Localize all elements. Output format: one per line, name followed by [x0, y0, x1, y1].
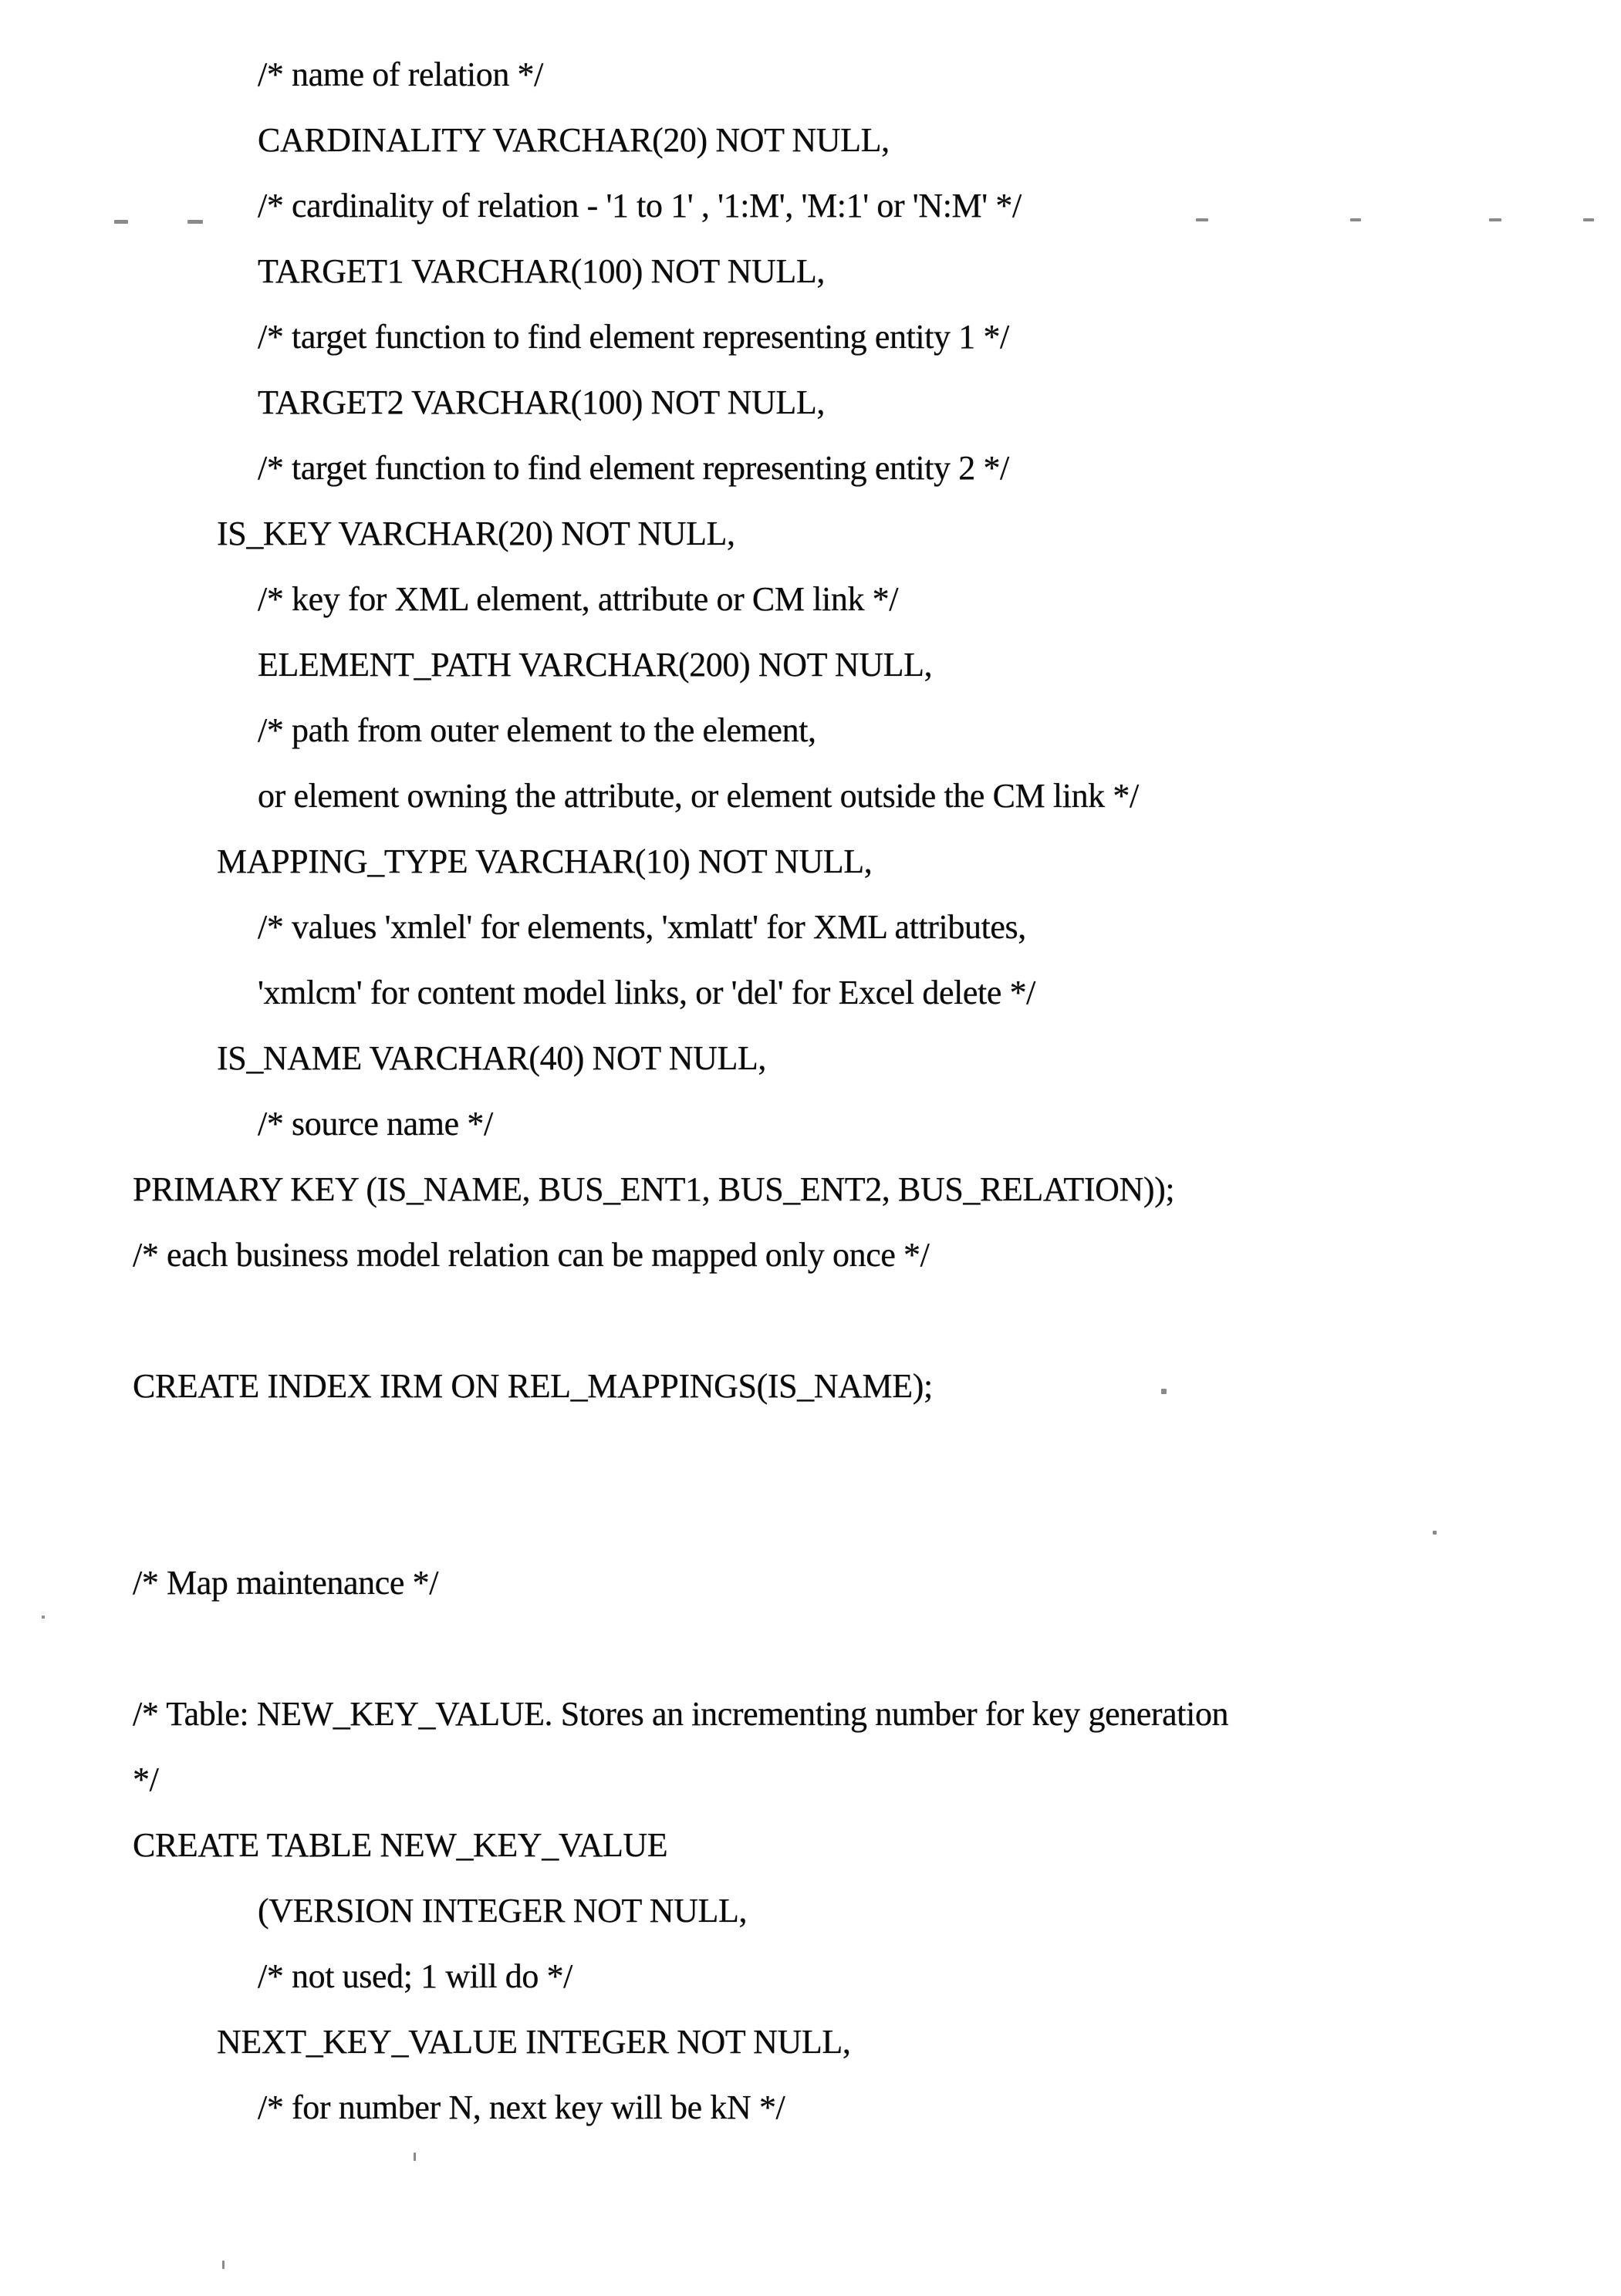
scan-speck	[42, 1616, 45, 1619]
code-line: /* key for XML element, attribute or CM link */	[258, 580, 899, 618]
scan-speck	[1583, 218, 1594, 221]
scan-speck	[1489, 218, 1501, 221]
code-line: TARGET2 VARCHAR(100) NOT NULL,	[258, 383, 825, 421]
code-line: 'xmlcm' for content model links, or 'del' for Excel delete */	[258, 974, 1036, 1011]
code-line: or element owning the attribute, or element outside the CM link */	[258, 777, 1139, 815]
code-line: /* path from outer element to the element,	[258, 711, 816, 749]
code-line: PRIMARY KEY (IS_NAME, BUS_ENT1, BUS_ENT2, BUS_RELATION));	[133, 1170, 1175, 1208]
code-line: /* each business model relation can be mapped only once */	[133, 1236, 930, 1274]
code-line: (VERSION INTEGER NOT NULL,	[258, 1892, 748, 1930]
code-line: */	[133, 1761, 159, 1798]
code-line: /* values 'xmlel' for elements, 'xmlatt' for XML attributes,	[258, 908, 1026, 946]
code-line: IS_KEY VARCHAR(20) NOT NULL,	[217, 515, 735, 552]
code-line: CREATE TABLE NEW_KEY_VALUE	[133, 1826, 668, 1864]
scan-speck	[1433, 1531, 1437, 1535]
scan-speck	[1196, 218, 1208, 221]
code-line: TARGET1 VARCHAR(100) NOT NULL,	[258, 252, 825, 290]
scan-speck	[222, 2261, 225, 2269]
scan-speck	[414, 2152, 416, 2161]
code-line: /* not used; 1 will do */	[258, 1957, 573, 1995]
code-line: CARDINALITY VARCHAR(20) NOT NULL,	[258, 121, 890, 159]
code-line: /* source name */	[258, 1105, 493, 1143]
code-line: ELEMENT_PATH VARCHAR(200) NOT NULL,	[258, 646, 933, 684]
code-line: /* target function to find element representing entity 1 */	[258, 318, 1009, 356]
scan-speck	[1161, 1389, 1167, 1394]
code-line: /* target function to find element representing entity 2 */	[258, 449, 1009, 487]
scan-speck	[1350, 218, 1361, 221]
code-line: /* Map maintenance */	[133, 1564, 439, 1602]
scan-speck	[187, 220, 203, 224]
code-line: CREATE INDEX IRM ON REL_MAPPINGS(IS_NAME);	[133, 1367, 933, 1405]
code-line: NEXT_KEY_VALUE INTEGER NOT NULL,	[217, 2023, 851, 2061]
code-line: IS_NAME VARCHAR(40) NOT NULL,	[217, 1039, 766, 1077]
code-line: /* name of relation */	[258, 56, 543, 93]
scan-speck	[114, 220, 128, 224]
code-line: /* cardinality of relation - '1 to 1' , '1:M', 'M:1' or 'N:M' */	[258, 187, 1022, 225]
code-line: MAPPING_TYPE VARCHAR(10) NOT NULL,	[217, 842, 873, 880]
code-line: /* for number N, next key will be kN */	[258, 2088, 785, 2126]
code-line: /* Table: NEW_KEY_VALUE. Stores an incrementing number for key generation	[133, 1695, 1229, 1733]
